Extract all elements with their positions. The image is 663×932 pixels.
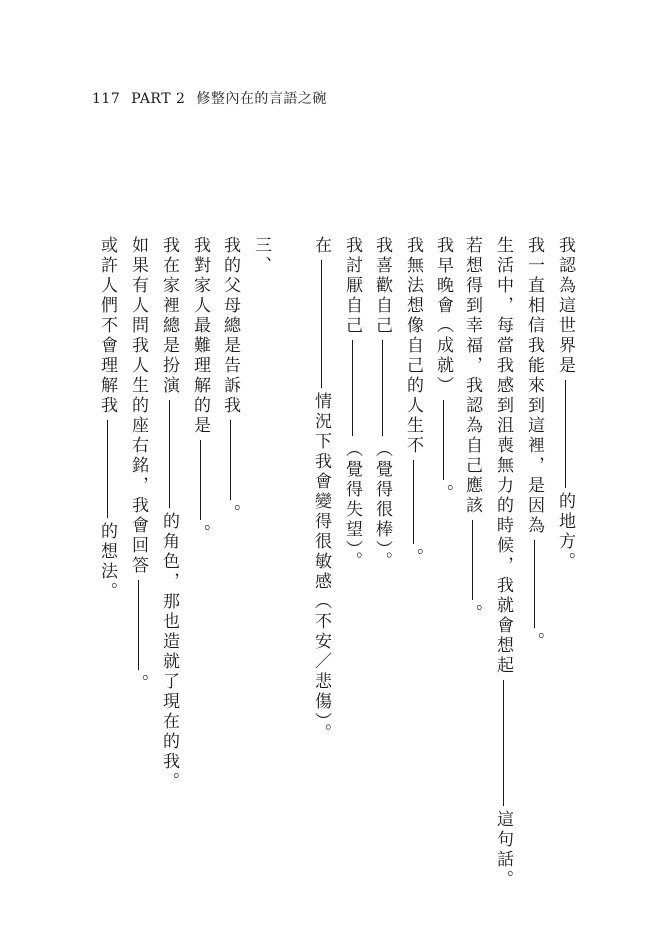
prompt-text: 我早晚會（成就）	[433, 236, 453, 396]
prompt-text: （覺得失望）。	[342, 440, 362, 572]
prompt-text: 。	[524, 632, 544, 652]
prompt-line	[490, 236, 516, 890]
prompt-columns	[0, 236, 663, 890]
prompt-text: 的角色，那也造就了現在的我。	[159, 512, 179, 792]
fill-in-blank[interactable]	[382, 340, 383, 436]
prompt-text: （覺得很棒）。	[372, 440, 392, 572]
prompt-text: 這句話。	[493, 810, 513, 890]
prompt-text: 的想法。	[97, 522, 117, 602]
prompt-line	[521, 236, 547, 652]
prompt-line	[308, 236, 334, 744]
fill-in-blank[interactable]	[321, 260, 322, 388]
part-label: PART 2	[131, 91, 186, 107]
fill-in-blank[interactable]	[107, 420, 108, 518]
prompt-text: 。	[462, 604, 482, 624]
prompt-text: 我在家裡總是扮演	[159, 236, 179, 396]
prompt-line	[552, 236, 578, 572]
prompt-text: 。	[433, 484, 453, 504]
prompt-text: 我無法想像自己的人生不	[403, 236, 423, 456]
fill-in-blank[interactable]	[413, 460, 414, 544]
prompt-text: 若想得到幸福，我認為自己應該	[462, 236, 482, 516]
prompt-text: 我喜歡自己	[372, 236, 392, 336]
prompt-text: 我的父母總是告訴我	[220, 236, 240, 416]
prompt-text: 生活中，每當我感到沮喪無力的時候，我就會想起	[493, 236, 513, 676]
fill-in-blank[interactable]	[443, 400, 444, 480]
fill-in-blank[interactable]	[200, 440, 201, 520]
prompt-text: 我認為這世界是	[555, 236, 575, 376]
chapter-title: 修整內在的言語之碗	[196, 91, 327, 107]
prompt-line	[94, 236, 120, 602]
page-number: 117	[92, 91, 121, 107]
prompt-line	[217, 236, 243, 524]
fill-in-blank[interactable]	[352, 340, 353, 436]
prompt-text: 。	[128, 674, 148, 694]
prompt-text: 的地方。	[555, 492, 575, 572]
prompt-line	[187, 236, 213, 544]
fill-in-blank[interactable]	[472, 520, 473, 600]
prompt-line	[369, 236, 395, 572]
prompt-text: 我一直相信我能來到這裡，是因為	[524, 236, 544, 536]
prompt-text: 我討厭自己	[342, 236, 362, 336]
prompt-line	[430, 236, 456, 504]
prompt-text: 在	[311, 236, 331, 256]
fill-in-blank[interactable]	[565, 380, 566, 488]
prompt-text: 或許人們不會理解我	[97, 236, 117, 416]
fill-in-blank[interactable]	[138, 580, 139, 670]
prompt-text: 情況下我會變得很敏感（不安／悲傷）。	[311, 392, 331, 744]
fill-in-blank[interactable]	[230, 420, 231, 500]
prompt-line	[339, 236, 365, 572]
prompt-line	[400, 236, 426, 568]
fill-in-blank[interactable]	[169, 400, 170, 508]
prompt-text: 如果有人問我人生的座右銘，我會回答	[128, 236, 148, 576]
prompt-text: 三、	[251, 236, 271, 276]
prompt-text: 我對家人最難理解的是	[190, 236, 210, 436]
fill-in-blank[interactable]	[534, 540, 535, 628]
prompt-text: 。	[403, 548, 423, 568]
prompt-text: 。	[220, 504, 240, 524]
prompt-line	[248, 236, 274, 276]
fill-in-blank[interactable]	[503, 680, 504, 806]
prompt-text: 。	[190, 524, 210, 544]
prompt-line	[459, 236, 485, 624]
prompt-line	[156, 236, 182, 792]
running-header	[92, 88, 333, 108]
prompt-line	[125, 236, 151, 694]
